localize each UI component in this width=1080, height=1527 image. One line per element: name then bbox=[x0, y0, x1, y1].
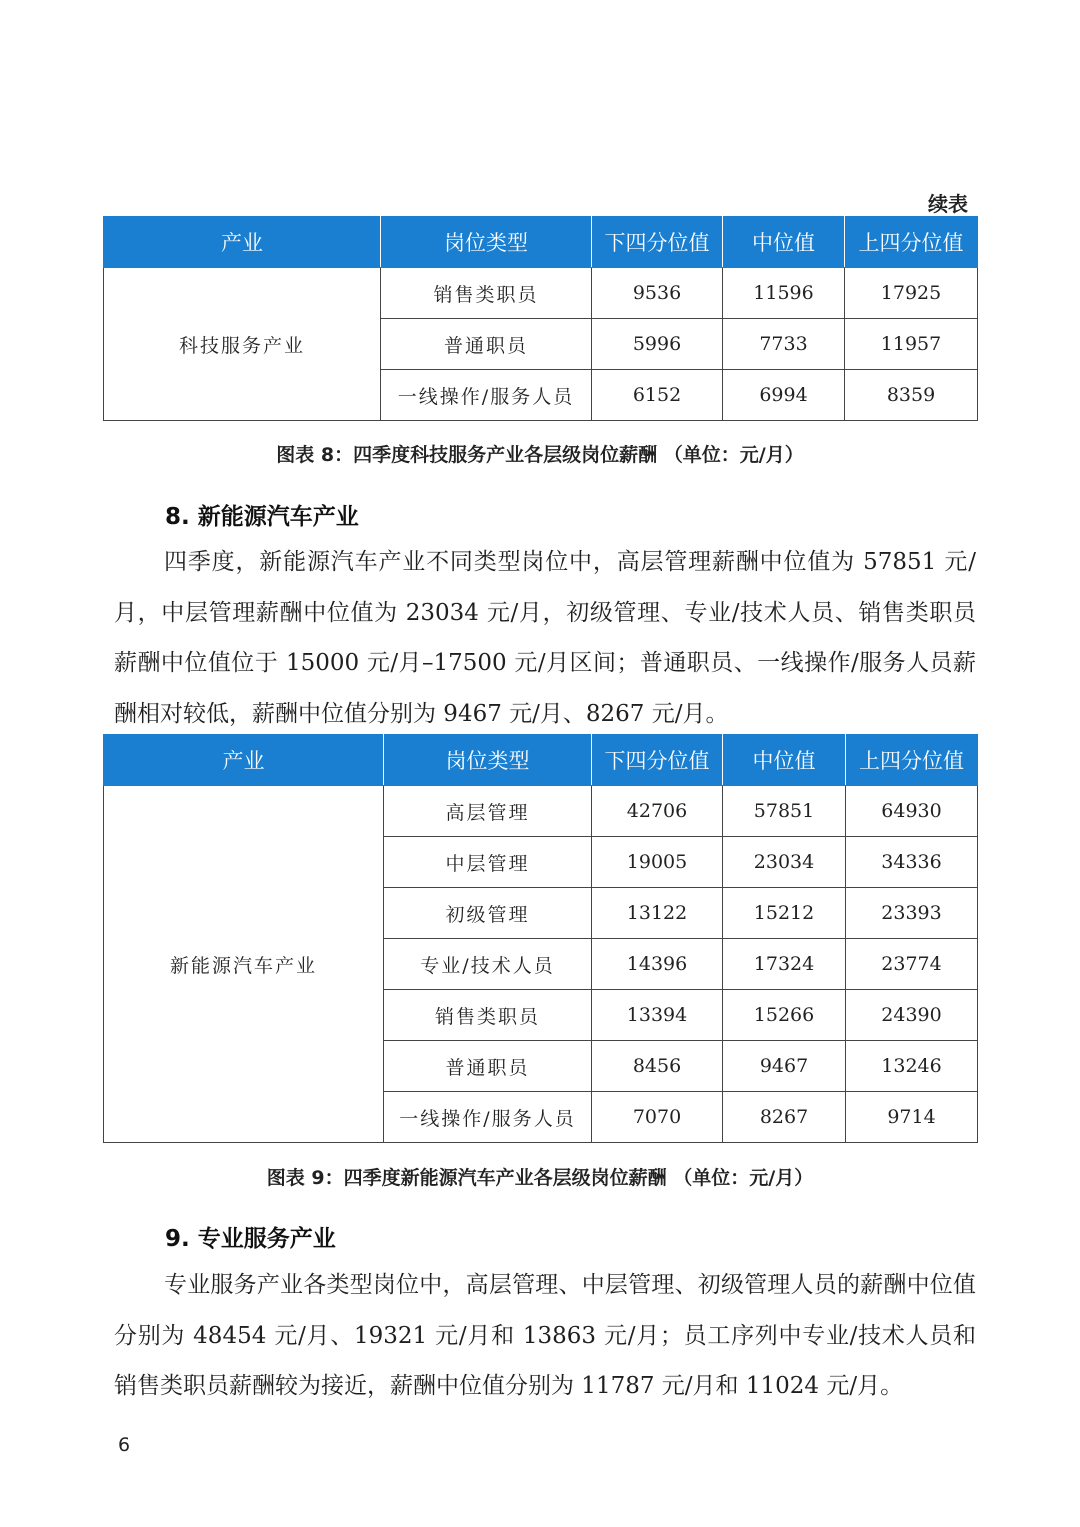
median-cell: 15212 bbox=[723, 888, 846, 939]
header-upper-quartile: 上四分位值 bbox=[846, 735, 978, 786]
upper-quartile-cell: 34336 bbox=[846, 837, 978, 888]
lower-quartile-cell: 42706 bbox=[592, 786, 723, 837]
header-lower-quartile: 下四分位值 bbox=[592, 735, 723, 786]
section8-heading: 8. 新能源汽车产业 bbox=[165, 504, 359, 530]
median-cell: 11596 bbox=[723, 268, 845, 319]
section9-heading: 9. 专业服务产业 bbox=[165, 1226, 336, 1252]
position-type-cell: 销售类职员 bbox=[381, 268, 592, 319]
lower-quartile-cell: 7070 bbox=[592, 1092, 723, 1143]
lower-quartile-cell: 13122 bbox=[592, 888, 723, 939]
header-median: 中位值 bbox=[723, 735, 846, 786]
position-type-cell: 普通职员 bbox=[384, 1041, 592, 1092]
lower-quartile-cell: 9536 bbox=[592, 268, 723, 319]
page-number: 6 bbox=[118, 1434, 131, 1456]
table8-caption: 图表 8：四季度科技服务产业各层级岗位薪酬 （单位：元/月） bbox=[276, 444, 804, 466]
header-position-type: 岗位类型 bbox=[384, 735, 592, 786]
upper-quartile-cell: 17925 bbox=[845, 268, 978, 319]
position-type-cell: 初级管理 bbox=[384, 888, 592, 939]
header-position-type: 岗位类型 bbox=[381, 217, 592, 268]
header-industry: 产业 bbox=[104, 217, 381, 268]
median-cell: 57851 bbox=[723, 786, 846, 837]
median-cell: 8267 bbox=[723, 1092, 846, 1143]
continued-label: 续表 bbox=[928, 192, 968, 216]
upper-quartile-cell: 64930 bbox=[846, 786, 978, 837]
median-cell: 15266 bbox=[723, 990, 846, 1041]
median-cell: 7733 bbox=[723, 319, 845, 370]
upper-quartile-cell: 9714 bbox=[846, 1092, 978, 1143]
lower-quartile-cell: 14396 bbox=[592, 939, 723, 990]
table-header-row bbox=[104, 217, 978, 268]
table-row bbox=[104, 268, 978, 319]
upper-quartile-cell: 23393 bbox=[846, 888, 978, 939]
table-row bbox=[104, 786, 978, 837]
upper-quartile-cell: 13246 bbox=[846, 1041, 978, 1092]
section8-paragraph: 四季度，新能源汽车产业不同类型岗位中，高层管理薪酬中位值为 57851 元/月，中层管理薪酬中位值为 23034 元/月，初级管理、专业/技术人员、销售类职员薪酬中位值位于 15000 元/月–17500 元/月区间；普通职员、一线操作/服务人员薪酬相对较低，薪酬中位值分别为 9467 元/月、8267 元/月。 bbox=[114, 549, 976, 727]
position-type-cell: 一线操作/服务人员 bbox=[381, 370, 592, 421]
position-type-cell: 专业/技术人员 bbox=[384, 939, 592, 990]
table-nev-salary bbox=[103, 734, 978, 1143]
table9-caption: 图表 9：四季度新能源汽车产业各层级岗位薪酬 （单位：元/月） bbox=[266, 1167, 814, 1189]
industry-cell: 新能源汽车产业 bbox=[104, 786, 384, 1143]
lower-quartile-cell: 8456 bbox=[592, 1041, 723, 1092]
median-cell: 23034 bbox=[723, 837, 846, 888]
table-tech-services-salary bbox=[103, 216, 978, 421]
median-cell: 6994 bbox=[723, 370, 845, 421]
lower-quartile-cell: 6152 bbox=[592, 370, 723, 421]
section9-paragraph: 专业服务产业各类型岗位中，高层管理、中层管理、初级管理人员的薪酬中位值分别为 48454 元/月、19321 元/月和 13863 元/月；员工序列中专业/技术人员和销售类职员薪酬较为接近，薪酬中位值分别为 11787 元/月和 11024 元/月。 bbox=[114, 1272, 976, 1399]
lower-quartile-cell: 13394 bbox=[592, 990, 723, 1041]
position-type-cell: 高层管理 bbox=[384, 786, 592, 837]
position-type-cell: 一线操作/服务人员 bbox=[384, 1092, 592, 1143]
header-median: 中位值 bbox=[723, 217, 845, 268]
header-upper-quartile: 上四分位值 bbox=[845, 217, 978, 268]
upper-quartile-cell: 11957 bbox=[845, 319, 978, 370]
position-type-cell: 中层管理 bbox=[384, 837, 592, 888]
header-industry: 产业 bbox=[104, 735, 384, 786]
lower-quartile-cell: 19005 bbox=[592, 837, 723, 888]
header-lower-quartile: 下四分位值 bbox=[592, 217, 723, 268]
industry-cell: 科技服务产业 bbox=[104, 268, 381, 421]
upper-quartile-cell: 23774 bbox=[846, 939, 978, 990]
median-cell: 9467 bbox=[723, 1041, 846, 1092]
upper-quartile-cell: 8359 bbox=[845, 370, 978, 421]
position-type-cell: 普通职员 bbox=[381, 319, 592, 370]
position-type-cell: 销售类职员 bbox=[384, 990, 592, 1041]
table-header-row bbox=[104, 735, 978, 786]
lower-quartile-cell: 5996 bbox=[592, 319, 723, 370]
median-cell: 17324 bbox=[723, 939, 846, 990]
upper-quartile-cell: 24390 bbox=[846, 990, 978, 1041]
